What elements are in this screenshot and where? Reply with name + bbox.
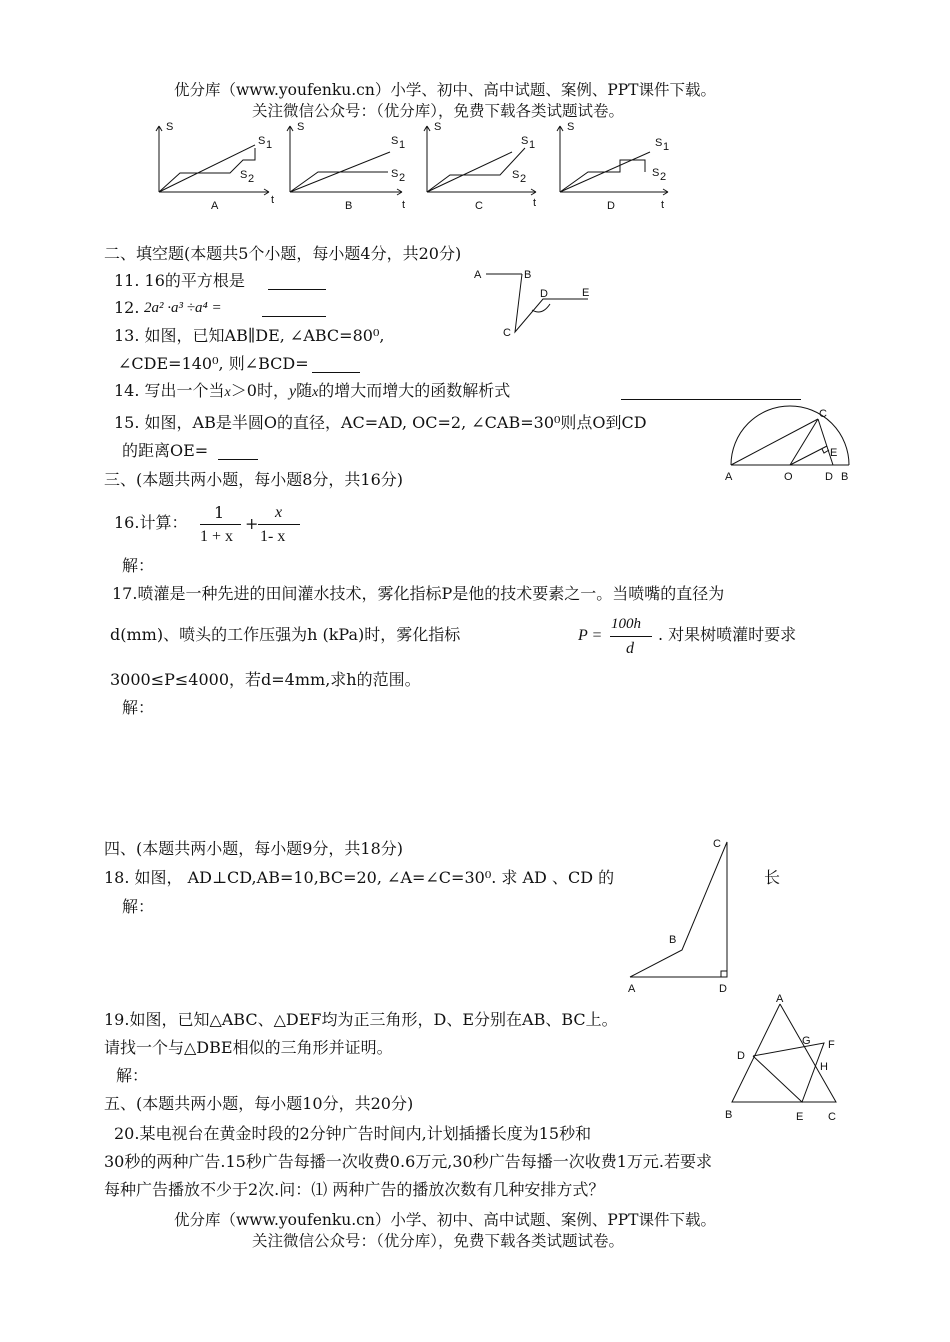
q17-line-3: 3000≤P≤4000，若d=4mm,求h的范围。 <box>110 670 421 689</box>
svg-text:t: t <box>402 199 406 211</box>
q17-line-2a: d(mm)、喷头的工作压强为h (kPa)时，雾化指标 <box>110 625 461 644</box>
svg-text:1: 1 <box>266 139 273 151</box>
svg-text:A: A <box>474 269 482 281</box>
svg-text:S: S <box>297 121 305 133</box>
svg-text:D: D <box>737 1050 745 1062</box>
st-graphs <box>140 120 700 215</box>
svg-text:S: S <box>434 121 442 133</box>
q16-numerator-2: x <box>275 504 283 521</box>
q15-figure <box>720 402 860 488</box>
section2-heading: 二、填空题(本题共5个小题，每小题4分，共20分) <box>104 244 462 263</box>
svg-text:1: 1 <box>399 139 406 151</box>
q12-blank[interactable] <box>262 316 326 317</box>
svg-text:1: 1 <box>663 141 670 153</box>
svg-text:D: D <box>540 288 548 300</box>
svg-text:S: S <box>655 137 663 149</box>
q12-expression: 2a² ·a³ ÷a⁴ = <box>144 300 222 316</box>
q17-line-1: 17.喷灌是一种先进的田间灌水技术，雾化指标P是他的技术要素之一。当喷嘴的直径为 <box>112 584 725 603</box>
svg-text:B: B <box>524 269 532 281</box>
q19-line-2: 请找一个与△DBE相似的三角形并证明。 <box>104 1038 393 1057</box>
q19-solution-label: 解： <box>116 1066 149 1085</box>
q13-line-2: ∠CDE=140⁰, 则∠BCD= <box>118 354 309 373</box>
q15-line-1: 15. 如图，AB是半圆O的直径，AC=AD, OC=2, ∠CAB=30⁰则点O到CD <box>114 413 647 432</box>
q15-blank[interactable] <box>218 459 258 460</box>
svg-text:2: 2 <box>660 171 667 183</box>
option-label-d: D <box>607 200 615 212</box>
q17-p: P = <box>578 627 603 644</box>
q18-tail: 长 <box>764 868 781 887</box>
option-label-a: A <box>211 200 219 212</box>
axis-s-label-a: S <box>166 121 174 133</box>
svg-text:2: 2 <box>520 173 527 185</box>
svg-text:S: S <box>512 169 520 181</box>
svg-text:S: S <box>567 121 575 133</box>
q18-figure <box>620 830 740 1000</box>
q16-fraction-bar-1 <box>200 524 241 525</box>
q18-line-1: 18. 如图， AD⊥CD,AB=10,BC=20, ∠A=∠C=30⁰. 求 AD 、CD 的 <box>104 868 615 887</box>
q17-line-2b: . 对果树喷灌时要求 <box>658 625 797 644</box>
svg-text:S: S <box>258 135 266 147</box>
q20-line-1: 20.某电视台在黄金时段的2分钟广告时间内,计划插播长度为15秒和 <box>114 1124 592 1143</box>
q17-fraction-bar <box>610 636 652 637</box>
q14-text: 14. 写出一个当x＞0时，y随x的增大而增大的函数解析式 <box>114 381 511 400</box>
option-label-b: B <box>345 200 353 212</box>
svg-text:S: S <box>391 168 399 180</box>
svg-text:B: B <box>669 934 677 946</box>
q17-solution-label: 解： <box>122 698 155 717</box>
q11-text: 11. 16的平方根是 <box>114 271 245 290</box>
svg-text:A: A <box>725 471 733 483</box>
s2-line-b <box>290 172 388 192</box>
q13-figure <box>470 264 600 344</box>
q16-denominator-1: 1 + x <box>200 528 234 545</box>
option-label-c: C <box>475 200 483 212</box>
svg-text:E: E <box>830 447 838 459</box>
svg-text:D: D <box>719 983 727 995</box>
q14-blank[interactable] <box>621 399 801 400</box>
q16-label: 16.计算： <box>114 513 188 532</box>
q16-plus: + <box>245 514 259 533</box>
svg-text:C: C <box>819 408 827 420</box>
footer-line-1: 优分库（www.youfenku.cn）小学、初中、高中试题、案例、PPT课件下载。 <box>174 1211 717 1229</box>
svg-text:A: A <box>776 993 784 1005</box>
svg-text:B: B <box>841 471 849 483</box>
section5-heading: 五、(本题共两小题，每小题10分，共20分) <box>104 1094 414 1113</box>
q13-blank[interactable] <box>312 372 360 373</box>
q15-line-2: 的距离OE= <box>122 441 209 460</box>
svg-text:C: C <box>503 327 511 339</box>
header-line-2: 关注微信公众号：（优分库），免费下载各类试题试卷。 <box>252 102 625 120</box>
section4-heading: 四、(本题共两小题，每小题9分，共18分) <box>104 839 404 858</box>
q16-solution-label: 解： <box>122 556 155 575</box>
svg-text:E: E <box>582 287 590 299</box>
svg-text:2: 2 <box>248 173 255 185</box>
svg-text:1: 1 <box>529 139 536 151</box>
q19-line-1: 19.如图，已知△ABC、△DEF均为正三角形，D、E分别在AB、BC上。 <box>104 1010 618 1029</box>
svg-text:t: t <box>533 197 537 209</box>
header-line-1: 优分库（www.youfenku.cn）小学、初中、高中试题、案例、PPT课件下载。 <box>174 81 717 99</box>
svg-text:S: S <box>240 169 248 181</box>
q20-line-3: 每种广告播放不少于2次.问：⑴ 两种广告的播放次数有几种安排方式？ <box>104 1180 605 1199</box>
svg-text:C: C <box>713 838 721 850</box>
svg-text:A: A <box>628 983 636 995</box>
svg-text:2: 2 <box>399 172 406 184</box>
svg-text:G: G <box>802 1035 811 1047</box>
svg-text:t: t <box>661 199 665 211</box>
svg-text:E: E <box>796 1111 804 1123</box>
svg-text:S: S <box>521 135 529 147</box>
svg-text:S: S <box>652 167 660 179</box>
q13-line-1: 13. 如图，已知AB∥DE, ∠ABC=80⁰, <box>114 326 385 345</box>
footer-line-2: 关注微信公众号：（优分库），免费下载各类试题试卷。 <box>252 1232 625 1250</box>
svg-text:D: D <box>825 471 833 483</box>
svg-text:F: F <box>828 1039 835 1051</box>
q16-numerator-1: 1 <box>214 503 225 522</box>
s2-line-d <box>560 160 645 192</box>
q19-figure <box>720 990 860 1130</box>
svg-text:O: O <box>784 471 793 483</box>
section3-heading: 三、(本题共两小题，每小题8分，共16分) <box>104 470 404 489</box>
svg-text:B: B <box>725 1109 733 1121</box>
q11-blank[interactable] <box>268 289 326 290</box>
q16-denominator-2: 1- x <box>260 528 286 545</box>
svg-text:C: C <box>828 1111 836 1123</box>
q17-fraction-numerator: 100h <box>611 616 641 632</box>
s1-line-c <box>427 152 512 192</box>
q18-solution-label: 解： <box>122 897 155 916</box>
q17-fraction-denominator: d <box>626 640 634 657</box>
svg-text:S: S <box>391 135 399 147</box>
axis-t-label-a: t <box>271 194 275 206</box>
q12-number: 12. <box>114 298 140 317</box>
q20-line-2: 30秒的两种广告.15秒广告每播一次收费0.6万元,30秒广告每播一次收费1万元.若要求 <box>104 1152 712 1171</box>
q16-fraction-bar-2 <box>258 524 300 525</box>
svg-text:H: H <box>820 1061 828 1073</box>
